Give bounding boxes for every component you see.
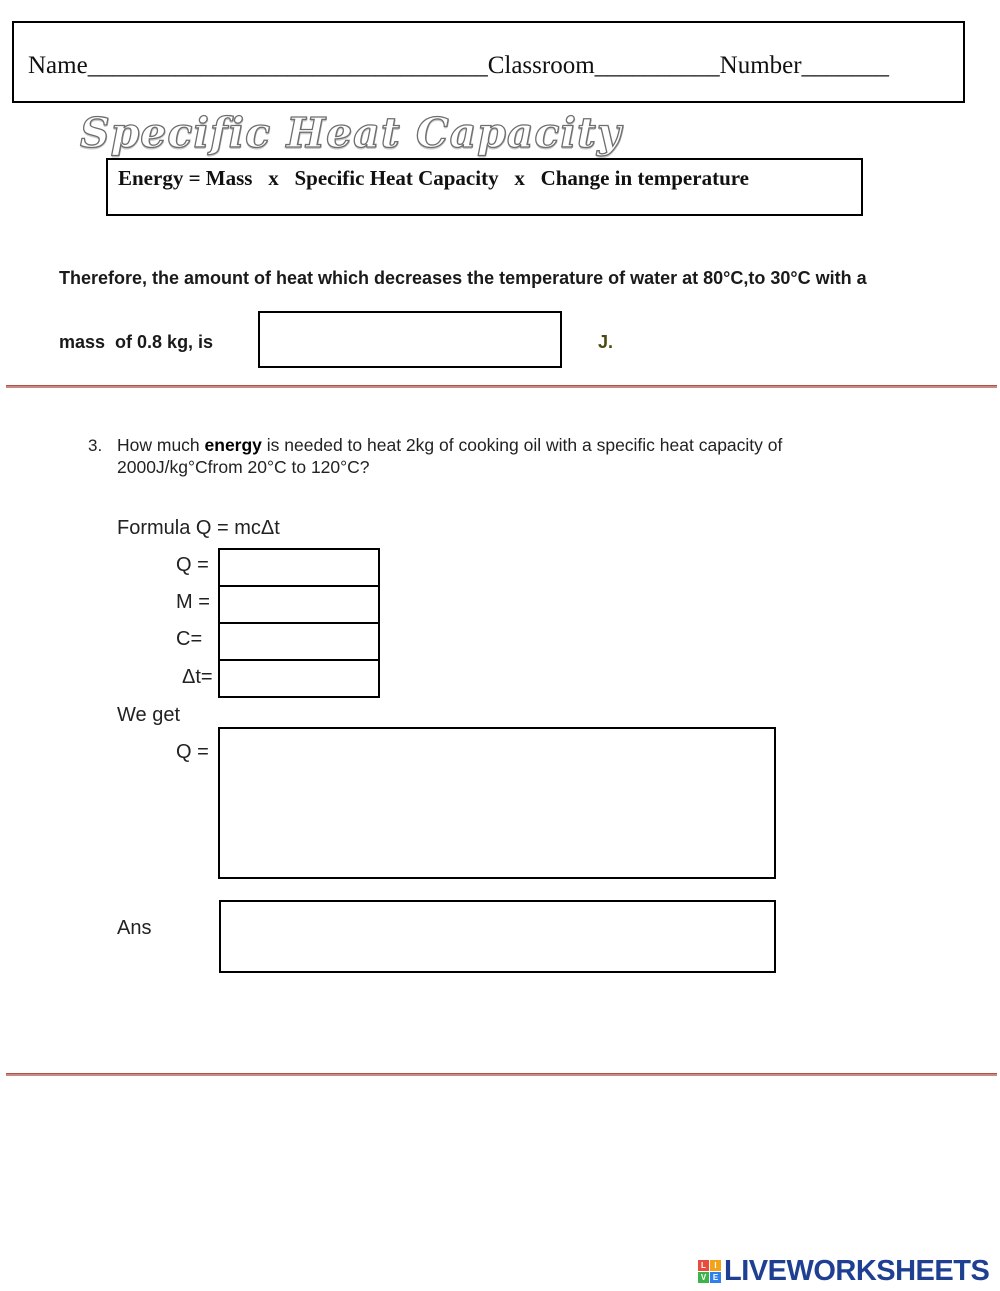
formula-label: Formula Q = mcΔt — [117, 517, 280, 539]
ans-label: Ans — [117, 917, 152, 939]
m-input[interactable] — [218, 585, 380, 625]
q-input[interactable] — [218, 548, 380, 588]
logo-letter-l: L — [698, 1260, 709, 1271]
q-label: Q = — [176, 554, 209, 576]
liveworksheets-logo — [698, 1255, 989, 1288]
logo-letter-v: V — [698, 1272, 709, 1283]
ans-input[interactable] — [219, 900, 776, 973]
liveworksheets-icon — [698, 1260, 721, 1283]
m-label: M = — [176, 591, 210, 613]
header-name-classroom-number: Name________________________________Classroom__________Number_______ — [28, 52, 890, 79]
page-title: Specific Heat Capacity — [80, 109, 622, 157]
logo-letter-i: I — [710, 1260, 721, 1271]
question-3-text-after: is needed to heat 2kg of cooking oil with a specific heat capacity of 2000J/kg°Cfrom 20°C to 120°C? — [117, 435, 783, 477]
formula-text: Energy = Mass x Specific Heat Capacity x Change in temperature — [118, 166, 750, 190]
question-3-text-bold: energy — [204, 435, 262, 455]
question-3-text — [117, 434, 877, 478]
section-divider-bottom — [6, 1073, 997, 1076]
section-divider — [6, 385, 997, 388]
question-2-line-2: mass of 0.8 kg, is — [59, 332, 214, 352]
question-2-line-1: Therefore, the amount of heat which decreases the temperature of water at 80°C,to 30°C with a — [59, 268, 867, 288]
we-get-label: We get — [117, 704, 180, 726]
working-input[interactable] — [218, 727, 776, 879]
q-result-label: Q = — [176, 741, 209, 763]
question-2-unit: J. — [598, 332, 614, 352]
logo-letter-e: E — [710, 1272, 721, 1283]
question-3-text-before: How much — [117, 435, 205, 455]
question-2-answer-input[interactable] — [258, 311, 562, 368]
question-3-number: 3. — [88, 436, 103, 455]
c-input[interactable] — [218, 622, 380, 662]
liveworksheets-text: LIVEWORKSHEETS — [724, 1255, 990, 1287]
c-label: C= — [176, 628, 203, 650]
delta-t-input[interactable] — [218, 659, 380, 698]
delta-t-label: Δt= — [182, 666, 213, 688]
